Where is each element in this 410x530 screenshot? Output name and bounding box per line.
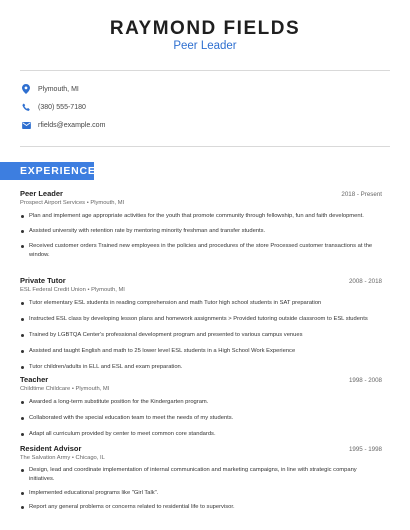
job-bullet: Tutor elementary ESL students in reading comprehension and math Tutor high school students in SAT preparation	[20, 299, 382, 308]
location-pin-icon	[20, 83, 32, 95]
job-dates: 2008 - 2018	[348, 278, 382, 285]
job-bullet: Design, lead and coordinate implementation of internal communication and marketing campaigns, in line with strategic company initiatives.	[20, 466, 382, 484]
job-dates: 1998 - 2008	[348, 377, 382, 384]
phone-icon	[20, 101, 32, 113]
job-bullet: Plan and implement age appropriate activities for the youth that promote community through fellowship, fun and faith development.	[20, 212, 382, 221]
job-entry	[20, 189, 382, 260]
job-title: Private Tutor	[20, 276, 66, 285]
job-bullet: Implemented educational programs like "Girl Talk".	[20, 489, 382, 498]
job-bullet: Awarded a long-term substitute position for the Kindergarten program.	[20, 398, 382, 407]
job-bullet: Report any general problems or concerns related to residential life to supervisor.	[20, 503, 382, 512]
job-organization: Childtime Childcare • Plymouth, MI	[20, 386, 110, 392]
job-dates: 1995 - 1998	[348, 446, 382, 453]
job-dates: 2018 - Present	[341, 191, 382, 198]
header-divider	[20, 70, 390, 71]
job-title: Resident Advisor	[20, 444, 82, 453]
job-bullet: Assisted university with retention rate by mentoring minority freshman and transfer students.	[20, 227, 382, 236]
job-bullet: Trained by LGBTQA Center's professional development program and presented to various campus venues	[20, 331, 382, 340]
job-bullet: Collaborated with the special education team to meet the needs of my students.	[20, 414, 382, 423]
job-entry	[20, 276, 382, 372]
job-bullet: Tutor children/adults in ELL and ESL and exam preparation.	[20, 363, 382, 372]
job-title: Peer Leader	[20, 189, 63, 198]
job-entry	[20, 375, 382, 439]
contact-email	[20, 118, 105, 132]
job-entry	[20, 444, 382, 512]
name-heading: RAYMOND FIELDS	[109, 18, 301, 39]
location-text: Plymouth, MI	[38, 85, 79, 93]
job-organization: ESL Federal Credit Union • Plymouth, MI	[20, 287, 125, 293]
phone-text[interactable]: (380) 555-7180	[38, 103, 86, 111]
experience-section-heading: EXPERIENCE	[0, 162, 94, 180]
job-title-subheading: Peer Leader	[173, 40, 237, 52]
job-title: Teacher	[20, 375, 49, 384]
job-bullet: Received customer orders Trained new employees in the policies and procedures of the store Processed customer transactions at the window.	[20, 242, 382, 260]
job-bullet: Assisted and taught English and math to 25 lower level ESL students in a High School Work Experience	[20, 347, 382, 356]
job-bullet: Adapt all curriculum provided by center to meet common core standards.	[20, 430, 382, 439]
contact-divider	[20, 146, 390, 147]
email-text[interactable]: rfields@example.com	[38, 121, 106, 129]
contact-phone	[20, 100, 86, 114]
job-organization: Prospect Airport Services • Plymouth, MI	[20, 200, 125, 206]
email-icon	[20, 119, 32, 131]
job-bullet: Instructed ESL class by developing lesson plans and homework assignments > Provided tutoring outside classroom to ESL students	[20, 315, 382, 324]
contact-location	[20, 82, 79, 96]
job-organization: The Salvation Army • Chicago, IL	[20, 455, 105, 461]
